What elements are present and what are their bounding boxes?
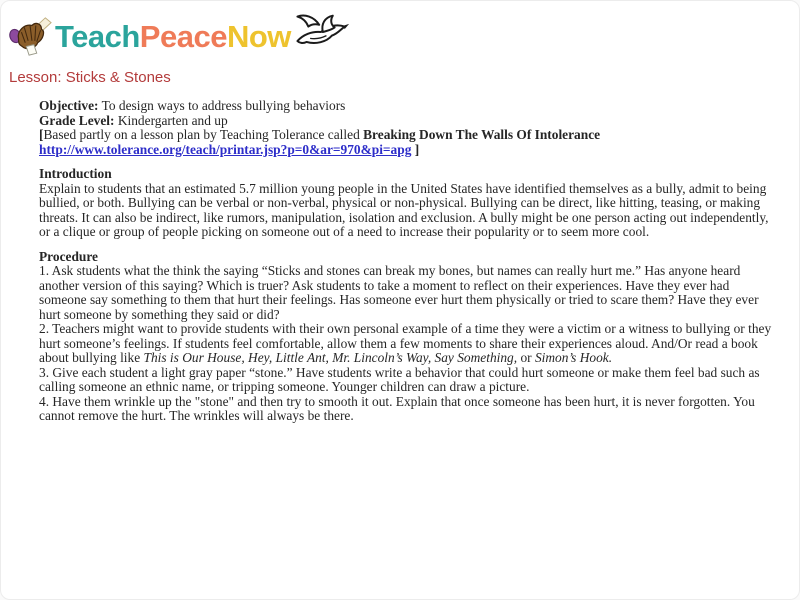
step-2-text: 2. Teachers might want to provide students with their own personal example of a time they were a victim or a witness to bullying or they hurt someone’s feelings. If students feel comfortable, allow them a few moments to share their experiences aloud. And/Or read a book about bullying like (39, 321, 772, 365)
site-header (1, 1, 799, 86)
procedure-step-2 (39, 322, 775, 366)
objective-line (39, 99, 775, 114)
brand-peace: Peace (139, 18, 227, 54)
lesson-title: Lesson: Sticks & Stones (9, 69, 171, 86)
introduction-paragraph: Explain to students that an estimated 5.7 million young people in the United States have identified themselves as a bully, admit to being bullied, or both. Bullying can be verbal or non-verbal, physical or non-physical. Bullying can be direct, like hitting, teasing, or making threats. It can also be indirect, like rumors, manipulation, isolation and exclusion. A bully might be one person acting out independently, or a clique or group of people picking on someone out of a need to increase their popularity or to seem more cool. (39, 180, 769, 239)
lesson-content (39, 99, 775, 424)
procedure-heading: Procedure (39, 248, 99, 264)
introduction-heading: Introduction (39, 166, 112, 181)
attribution-prefix: Based partly on a lesson plan by Teaching Tolerance called (43, 127, 364, 142)
step-2-book-titles: This is Our House, Hey, Little Ant, Mr. Lincoln’s Way, Say Something, (143, 350, 518, 365)
dove-icon (292, 11, 350, 53)
procedure-step-1: 1. Ask students what the think the saying “Sticks and stones can break my bones, but names can really hurt me.” Has anyone heard another version of this saying? Which is truer? Ask students to take a moment to reflect on their experiences. Have they ever had someone say something to them that hurt their feelings. Has someone ever hurt them physically or tried to scare them? Have they ever hurt someone by something they said or did? (39, 263, 759, 322)
objective-text: To design ways to address bullying behaviors (98, 98, 346, 113)
introduction-section (39, 167, 775, 240)
brand-now: Now (226, 18, 291, 54)
attribution-note (39, 128, 775, 157)
grade-level-text: Kindergarten and up (114, 112, 228, 128)
attribution-source-title: Breaking Down The Walls Of Intolerance (363, 127, 601, 142)
hand-holding-chalk-icon (9, 14, 53, 58)
procedure-step-3: 3. Give each student a light gray paper “stone.” Have students write a behavior that could hurt someone or make them feel bad such as calling someone an ethnic name, or tripping someone. Younger children can draw a picture. (39, 364, 760, 394)
procedure-step-4: 4. Have them wrinkle up the "stone" and then try to smooth it out. Explain that once someone has been hurt, it is never forgotten. You cannot remove the hurt. The wrinkles will always be there. (39, 393, 755, 423)
step-2-conjunction: or (517, 350, 535, 365)
attribution-bracket-close: ] (411, 141, 420, 157)
objective-label: Objective: (39, 98, 99, 113)
attribution-link[interactable]: http://www.tolerance.org/teach/printar.jsp?p=0&ar=970&pi=apg (39, 141, 412, 157)
brand-teach: Teach (55, 18, 140, 54)
procedure-section (39, 250, 775, 323)
grade-level-label: Grade Level: (39, 112, 115, 128)
step-2-book-title-2: Simon’s Hook. (534, 350, 613, 365)
grade-level-line (39, 114, 775, 129)
site-logo[interactable] (9, 14, 799, 58)
attribution-bracket-open: [ (39, 127, 44, 142)
brand-wordmark (55, 18, 291, 54)
